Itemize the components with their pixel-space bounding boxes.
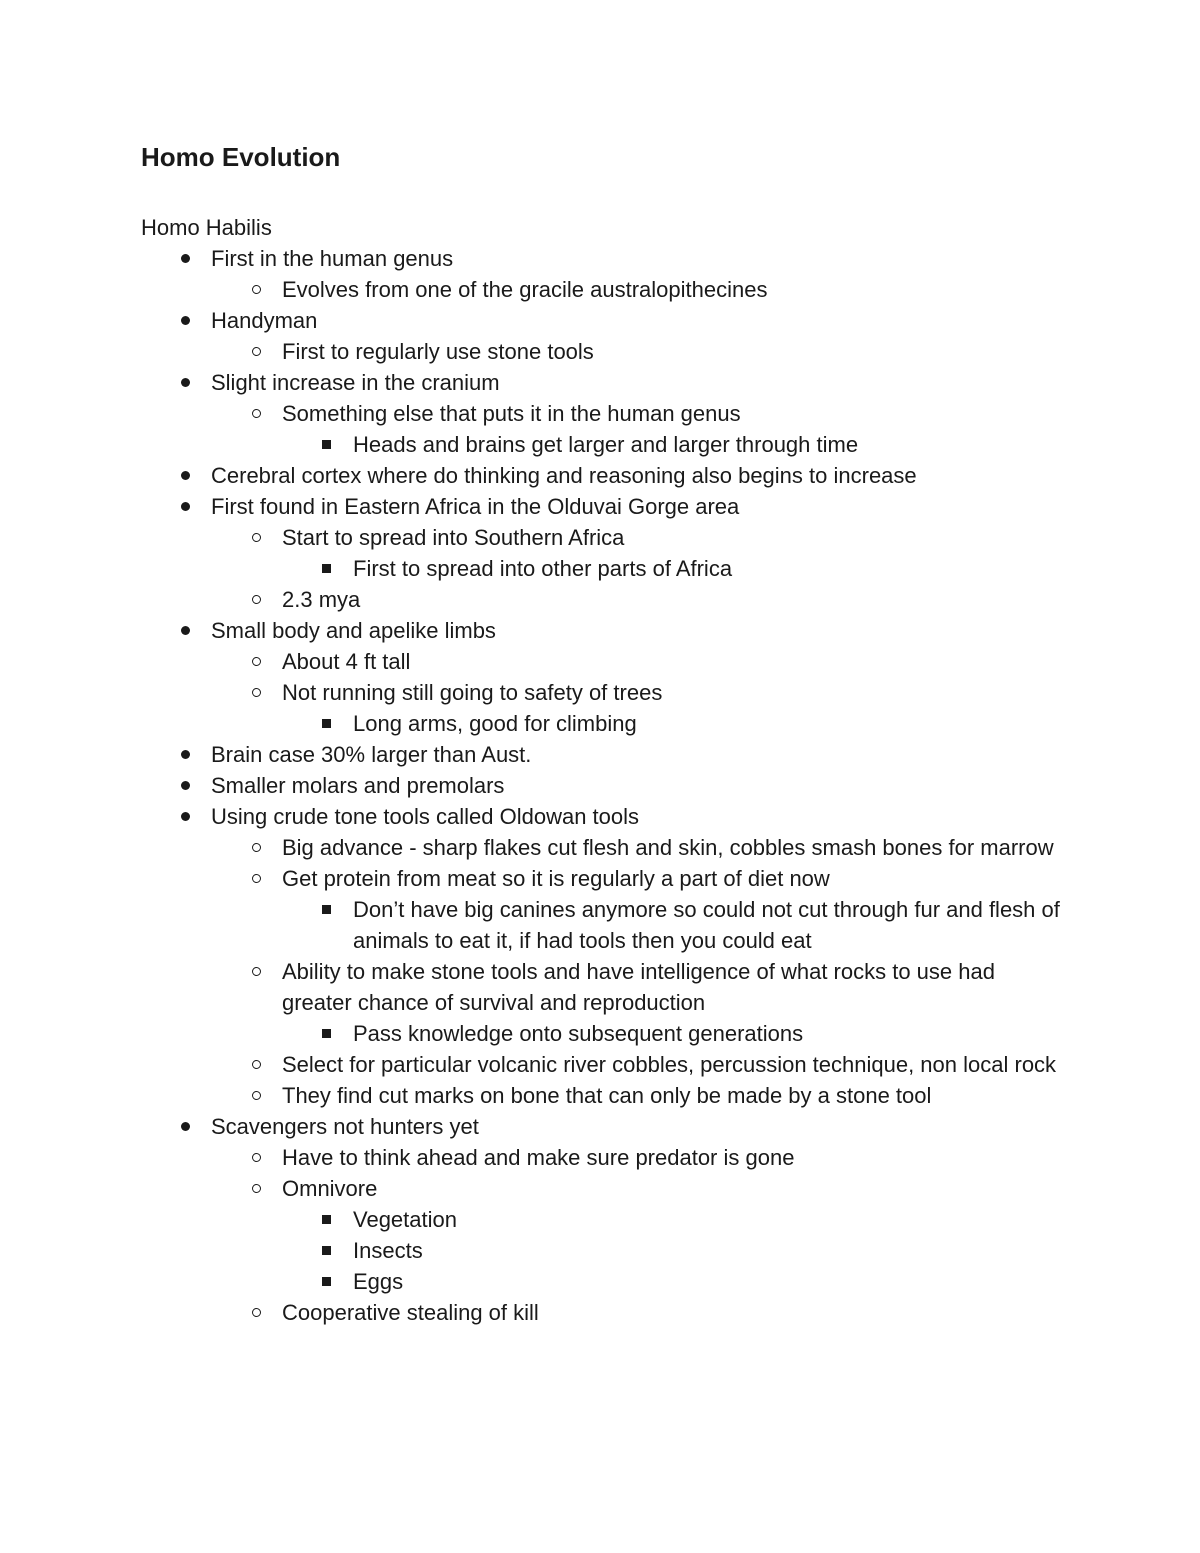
square-bullet-icon	[316, 894, 336, 925]
list-item-text: Don’t have big canines anymore so could not cut through fur and flesh of animals to eat it, if had tools then you could eat	[353, 897, 1060, 953]
hollow-circle-bullet-icon	[246, 1173, 266, 1204]
section-heading: Homo Habilis	[141, 215, 272, 240]
list-item-level-2	[141, 398, 1061, 429]
list-item-text: First to spread into other parts of Africa	[353, 556, 733, 581]
list-item-level-3	[141, 894, 1061, 956]
list-item-text: Vegetation	[353, 1207, 457, 1232]
square-bullet-icon	[316, 1235, 336, 1266]
list-item-level-1	[141, 1111, 1061, 1142]
hollow-circle-bullet-icon	[246, 646, 266, 677]
list-item-level-3	[141, 1235, 1061, 1266]
list-item-text: Start to spread into Southern Africa	[282, 525, 625, 550]
list-item-text: First to regularly use stone tools	[282, 339, 594, 364]
list-item-level-3	[141, 1266, 1061, 1297]
list-item-text: Scavengers not hunters yet	[211, 1114, 479, 1139]
list-item-text: Slight increase in the cranium	[211, 370, 500, 395]
list-item-text: Select for particular volcanic river cobbles, percussion technique, non local rock	[282, 1052, 1057, 1077]
list-item-level-1	[141, 243, 1061, 274]
filled-circle-bullet-icon	[175, 801, 195, 832]
list-item-level-2	[141, 1049, 1061, 1080]
filled-circle-bullet-icon	[175, 1111, 195, 1142]
list-item-level-2	[141, 863, 1061, 894]
list-item-text: Get protein from meat so it is regularly a part of diet now	[282, 866, 830, 891]
hollow-circle-bullet-icon	[246, 956, 266, 987]
list-item-level-2	[141, 677, 1061, 708]
list-item-text: Evolves from one of the gracile australopithecines	[282, 277, 768, 302]
hollow-circle-bullet-icon	[246, 398, 266, 429]
list-item-text: Handyman	[211, 308, 318, 333]
list-item-text: Have to think ahead and make sure predator is gone	[282, 1145, 795, 1170]
hollow-circle-bullet-icon	[246, 522, 266, 553]
list-item-level-2	[141, 1080, 1061, 1111]
filled-circle-bullet-icon	[175, 739, 195, 770]
list-item-text: 2.3 mya	[282, 587, 361, 612]
list-item-text: Insects	[353, 1238, 423, 1263]
list-item-text: About 4 ft tall	[282, 649, 411, 674]
list-item-level-1	[141, 801, 1061, 832]
list-item-text: First in the human genus	[211, 246, 454, 271]
hollow-circle-bullet-icon	[246, 336, 266, 367]
list-item-text: Brain case 30% larger than Aust.	[211, 742, 532, 767]
square-bullet-icon	[316, 1266, 336, 1297]
list-item-level-2	[141, 1297, 1061, 1328]
list-item-level-2	[141, 336, 1061, 367]
list-item-text: Something else that puts it in the human genus	[282, 401, 741, 426]
square-bullet-icon	[316, 553, 336, 584]
list-item-level-1	[141, 739, 1061, 770]
list-item-level-1	[141, 770, 1061, 801]
list-item-level-1	[141, 615, 1061, 646]
list-item-text: Using crude tone tools called Oldowan tools	[211, 804, 640, 829]
square-bullet-icon	[316, 1204, 336, 1235]
list-item-level-3	[141, 553, 1061, 584]
hollow-circle-bullet-icon	[246, 1080, 266, 1111]
hollow-circle-bullet-icon	[246, 1297, 266, 1328]
list-item-level-1	[141, 305, 1061, 336]
hollow-circle-bullet-icon	[246, 863, 266, 894]
square-bullet-icon	[316, 429, 336, 460]
list-item-text: Pass knowledge onto subsequent generations	[353, 1021, 804, 1046]
list-item-level-2	[141, 646, 1061, 677]
list-item-text: Heads and brains get larger and larger through time	[353, 432, 859, 457]
filled-circle-bullet-icon	[175, 615, 195, 646]
list-item-text: First found in Eastern Africa in the Olduvai Gorge area	[211, 494, 740, 519]
filled-circle-bullet-icon	[175, 770, 195, 801]
list-item-level-2	[141, 1173, 1061, 1204]
list-item-level-1	[141, 491, 1061, 522]
list-item-level-2	[141, 584, 1061, 615]
list-item-level-3	[141, 1204, 1061, 1235]
hollow-circle-bullet-icon	[246, 832, 266, 863]
list-item-text: Omnivore	[282, 1176, 378, 1201]
document-title: Homo Evolution	[141, 142, 341, 172]
list-item-level-3	[141, 429, 1061, 460]
filled-circle-bullet-icon	[175, 243, 195, 274]
list-item-text: Eggs	[353, 1269, 404, 1294]
list-item-text: Cerebral cortex where do thinking and reasoning also begins to increase	[211, 463, 917, 488]
list-item-text: Cooperative stealing of kill	[282, 1300, 539, 1325]
list-item-level-2	[141, 274, 1061, 305]
list-item-level-2	[141, 1142, 1061, 1173]
hollow-circle-bullet-icon	[246, 274, 266, 305]
list-item-text: They find cut marks on bone that can only be made by a stone tool	[282, 1083, 932, 1108]
filled-circle-bullet-icon	[175, 491, 195, 522]
square-bullet-icon	[316, 708, 336, 739]
list-item-text: Smaller molars and premolars	[211, 773, 505, 798]
list-item-level-1	[141, 460, 1061, 491]
list-item-text: Small body and apelike limbs	[211, 618, 496, 643]
list-item-text: Big advance - sharp flakes cut flesh and skin, cobbles smash bones for marrow	[282, 835, 1054, 860]
list-item-level-1	[141, 367, 1061, 398]
hollow-circle-bullet-icon	[246, 1049, 266, 1080]
list-item-level-2	[141, 956, 1061, 1018]
filled-circle-bullet-icon	[175, 367, 195, 398]
list-item-text: Ability to make stone tools and have intelligence of what rocks to use had greater chance of survival and reproduction	[282, 959, 995, 1015]
notes-list	[141, 243, 1061, 1328]
hollow-circle-bullet-icon	[246, 677, 266, 708]
list-item-level-2	[141, 522, 1061, 553]
list-item-level-3	[141, 708, 1061, 739]
list-item-level-3	[141, 1018, 1061, 1049]
square-bullet-icon	[316, 1018, 336, 1049]
hollow-circle-bullet-icon	[246, 584, 266, 615]
filled-circle-bullet-icon	[175, 305, 195, 336]
list-item-level-2	[141, 832, 1061, 863]
list-item-text: Not running still going to safety of trees	[282, 680, 663, 705]
list-item-text: Long arms, good for climbing	[353, 711, 637, 736]
hollow-circle-bullet-icon	[246, 1142, 266, 1173]
filled-circle-bullet-icon	[175, 460, 195, 491]
